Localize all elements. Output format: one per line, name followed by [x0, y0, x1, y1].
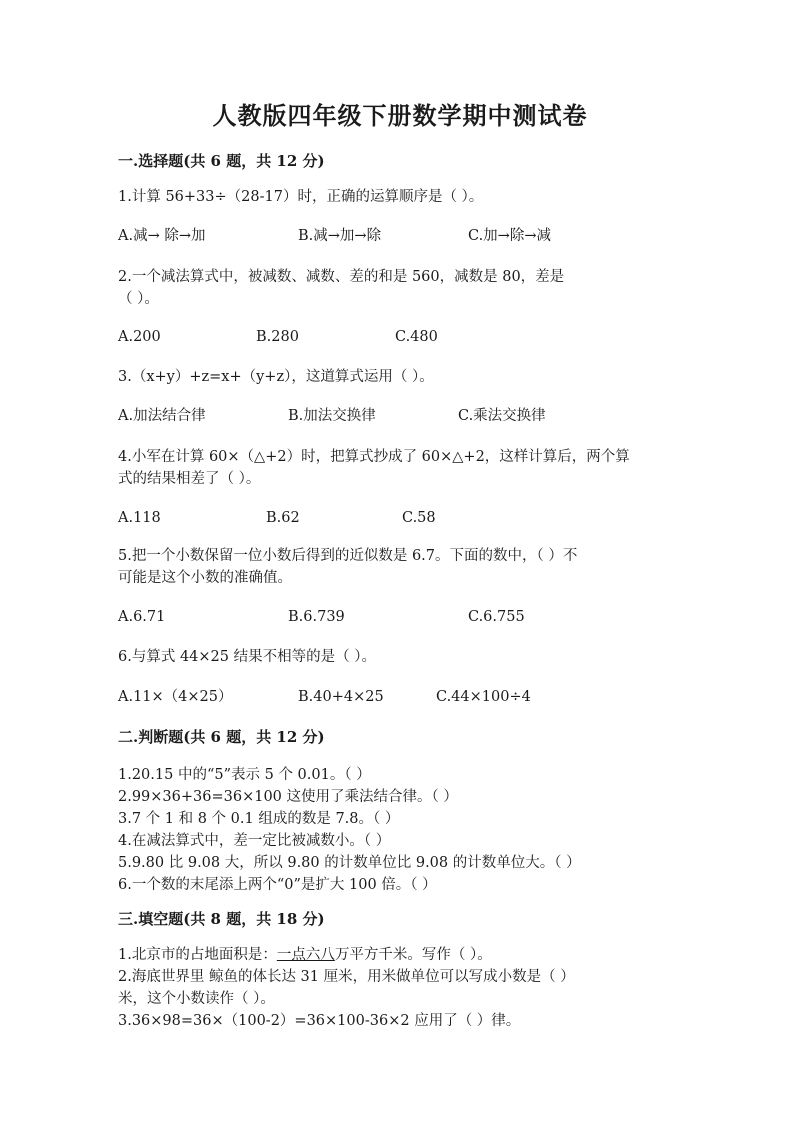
- fill-blank-item-3: 3.36×98=36×（100-2）=36×100-36×2 应用了（ ）律。: [118, 1013, 521, 1029]
- option-a: A.11×（4×25）: [118, 689, 233, 705]
- question-line: 5.把一个小数保留一位小数后得到的近似数是 6.7。下面的数中，（ ）不: [118, 548, 578, 564]
- option-b: B.62: [266, 510, 300, 526]
- option-c: C.58: [402, 510, 436, 526]
- option-c: C.加→除→减: [468, 228, 551, 244]
- question-line: 可能是这个小数的准确值。: [118, 570, 292, 586]
- options-choice-6: [118, 686, 688, 708]
- judgement-item: 5.9.80 比 9.08 大，所以 9.80 的计数单位比 9.08 的计数单位大。（ ）: [118, 855, 581, 871]
- options-choice-2: [118, 326, 688, 348]
- judgement-item: 2.99×36+36=36×100 这使用了乘法结合律。（ ）: [118, 789, 458, 805]
- fill-blank-prefix: 1.北京市的占地面积是：: [118, 947, 277, 963]
- option-c: C.乘法交换律: [458, 408, 546, 424]
- question-choice-1: 1.计算 56+33÷（28-17）时，正确的运算顺序是（ ）。: [118, 189, 484, 205]
- question-choice-3: 3.（x+y）+z=x+（y+z），这道算式运用（ ）。: [118, 369, 434, 385]
- option-a: A.减→ 除→加: [118, 228, 206, 244]
- judgement-item: 3.7 个 1 和 8 个 0.1 组成的数是 7.8。（ ）: [118, 811, 400, 827]
- question-choice-6: 6.与算式 44×25 结果不相等的是（ ）。: [118, 649, 376, 665]
- question-line: 2.一个减法算式中，被减数、减数、差的和是 560，减数是 80，差是: [118, 269, 565, 285]
- judgement-list: [118, 764, 688, 896]
- fill-blank-suffix: 万平方千米。写作（ ）。: [334, 947, 492, 963]
- option-a: A.200: [118, 329, 161, 345]
- option-a: A.6.71: [118, 609, 166, 625]
- options-choice-5: [118, 606, 688, 628]
- options-choice-3: [118, 405, 688, 427]
- fill-blank-list: [118, 944, 688, 1032]
- question-choice-2: [118, 266, 688, 310]
- option-b: B.6.739: [288, 609, 345, 625]
- question-choice-5: [118, 545, 688, 589]
- underlined-number-words: 一点六八: [276, 947, 335, 963]
- judgement-item: 6.一个数的末尾添上两个“0”是扩大 100 倍。（ ）: [118, 877, 437, 893]
- fill-blank-item-2-line2: 米，这个小数读作（ ）。: [118, 991, 275, 1007]
- option-b: B.减→加→除: [298, 228, 382, 244]
- judgement-item: 4.在减法算式中，差一定比被减数小。（ ）: [118, 833, 391, 849]
- fill-blank-item-2-line1: 2.海底世界里 鲸鱼的体长达 31 厘米，用米做单位可以写成小数是（ ）: [118, 969, 575, 985]
- fill-blank-item-1: [118, 944, 688, 966]
- option-c: C.480: [395, 329, 438, 345]
- question-choice-4: [118, 446, 688, 490]
- option-a: A.118: [118, 510, 161, 526]
- section-heading-fill-blank: 三.填空题(共 8 题，共 18 分): [118, 910, 325, 928]
- options-choice-4: [118, 507, 688, 529]
- option-c: C.6.755: [468, 609, 525, 625]
- option-a: A.加法结合律: [118, 408, 206, 424]
- question-line: 式的结果相差了（ ）。: [118, 471, 261, 487]
- option-b: B.280: [256, 329, 299, 345]
- page-title: 人教版四年级下册数学期中测试卷: [212, 101, 588, 130]
- option-b: B.40+4×25: [298, 689, 384, 705]
- option-b: B.加法交换律: [288, 408, 376, 424]
- section-heading-judgement: 二.判断题(共 6 题，共 12 分): [118, 728, 325, 746]
- options-choice-1: [118, 225, 688, 247]
- section-heading-choice: 一.选择题(共 6 题，共 12 分): [118, 152, 325, 170]
- question-line: 4.小军在计算 60×（△+2）时，把算式抄成了 60×△+2，这样计算后，两个算: [118, 449, 630, 465]
- question-line: （ ）。: [118, 291, 159, 307]
- option-c: C.44×100÷4: [436, 689, 531, 705]
- judgement-item: 1.20.15 中的“5”表示 5 个 0.01。（ ）: [118, 767, 371, 783]
